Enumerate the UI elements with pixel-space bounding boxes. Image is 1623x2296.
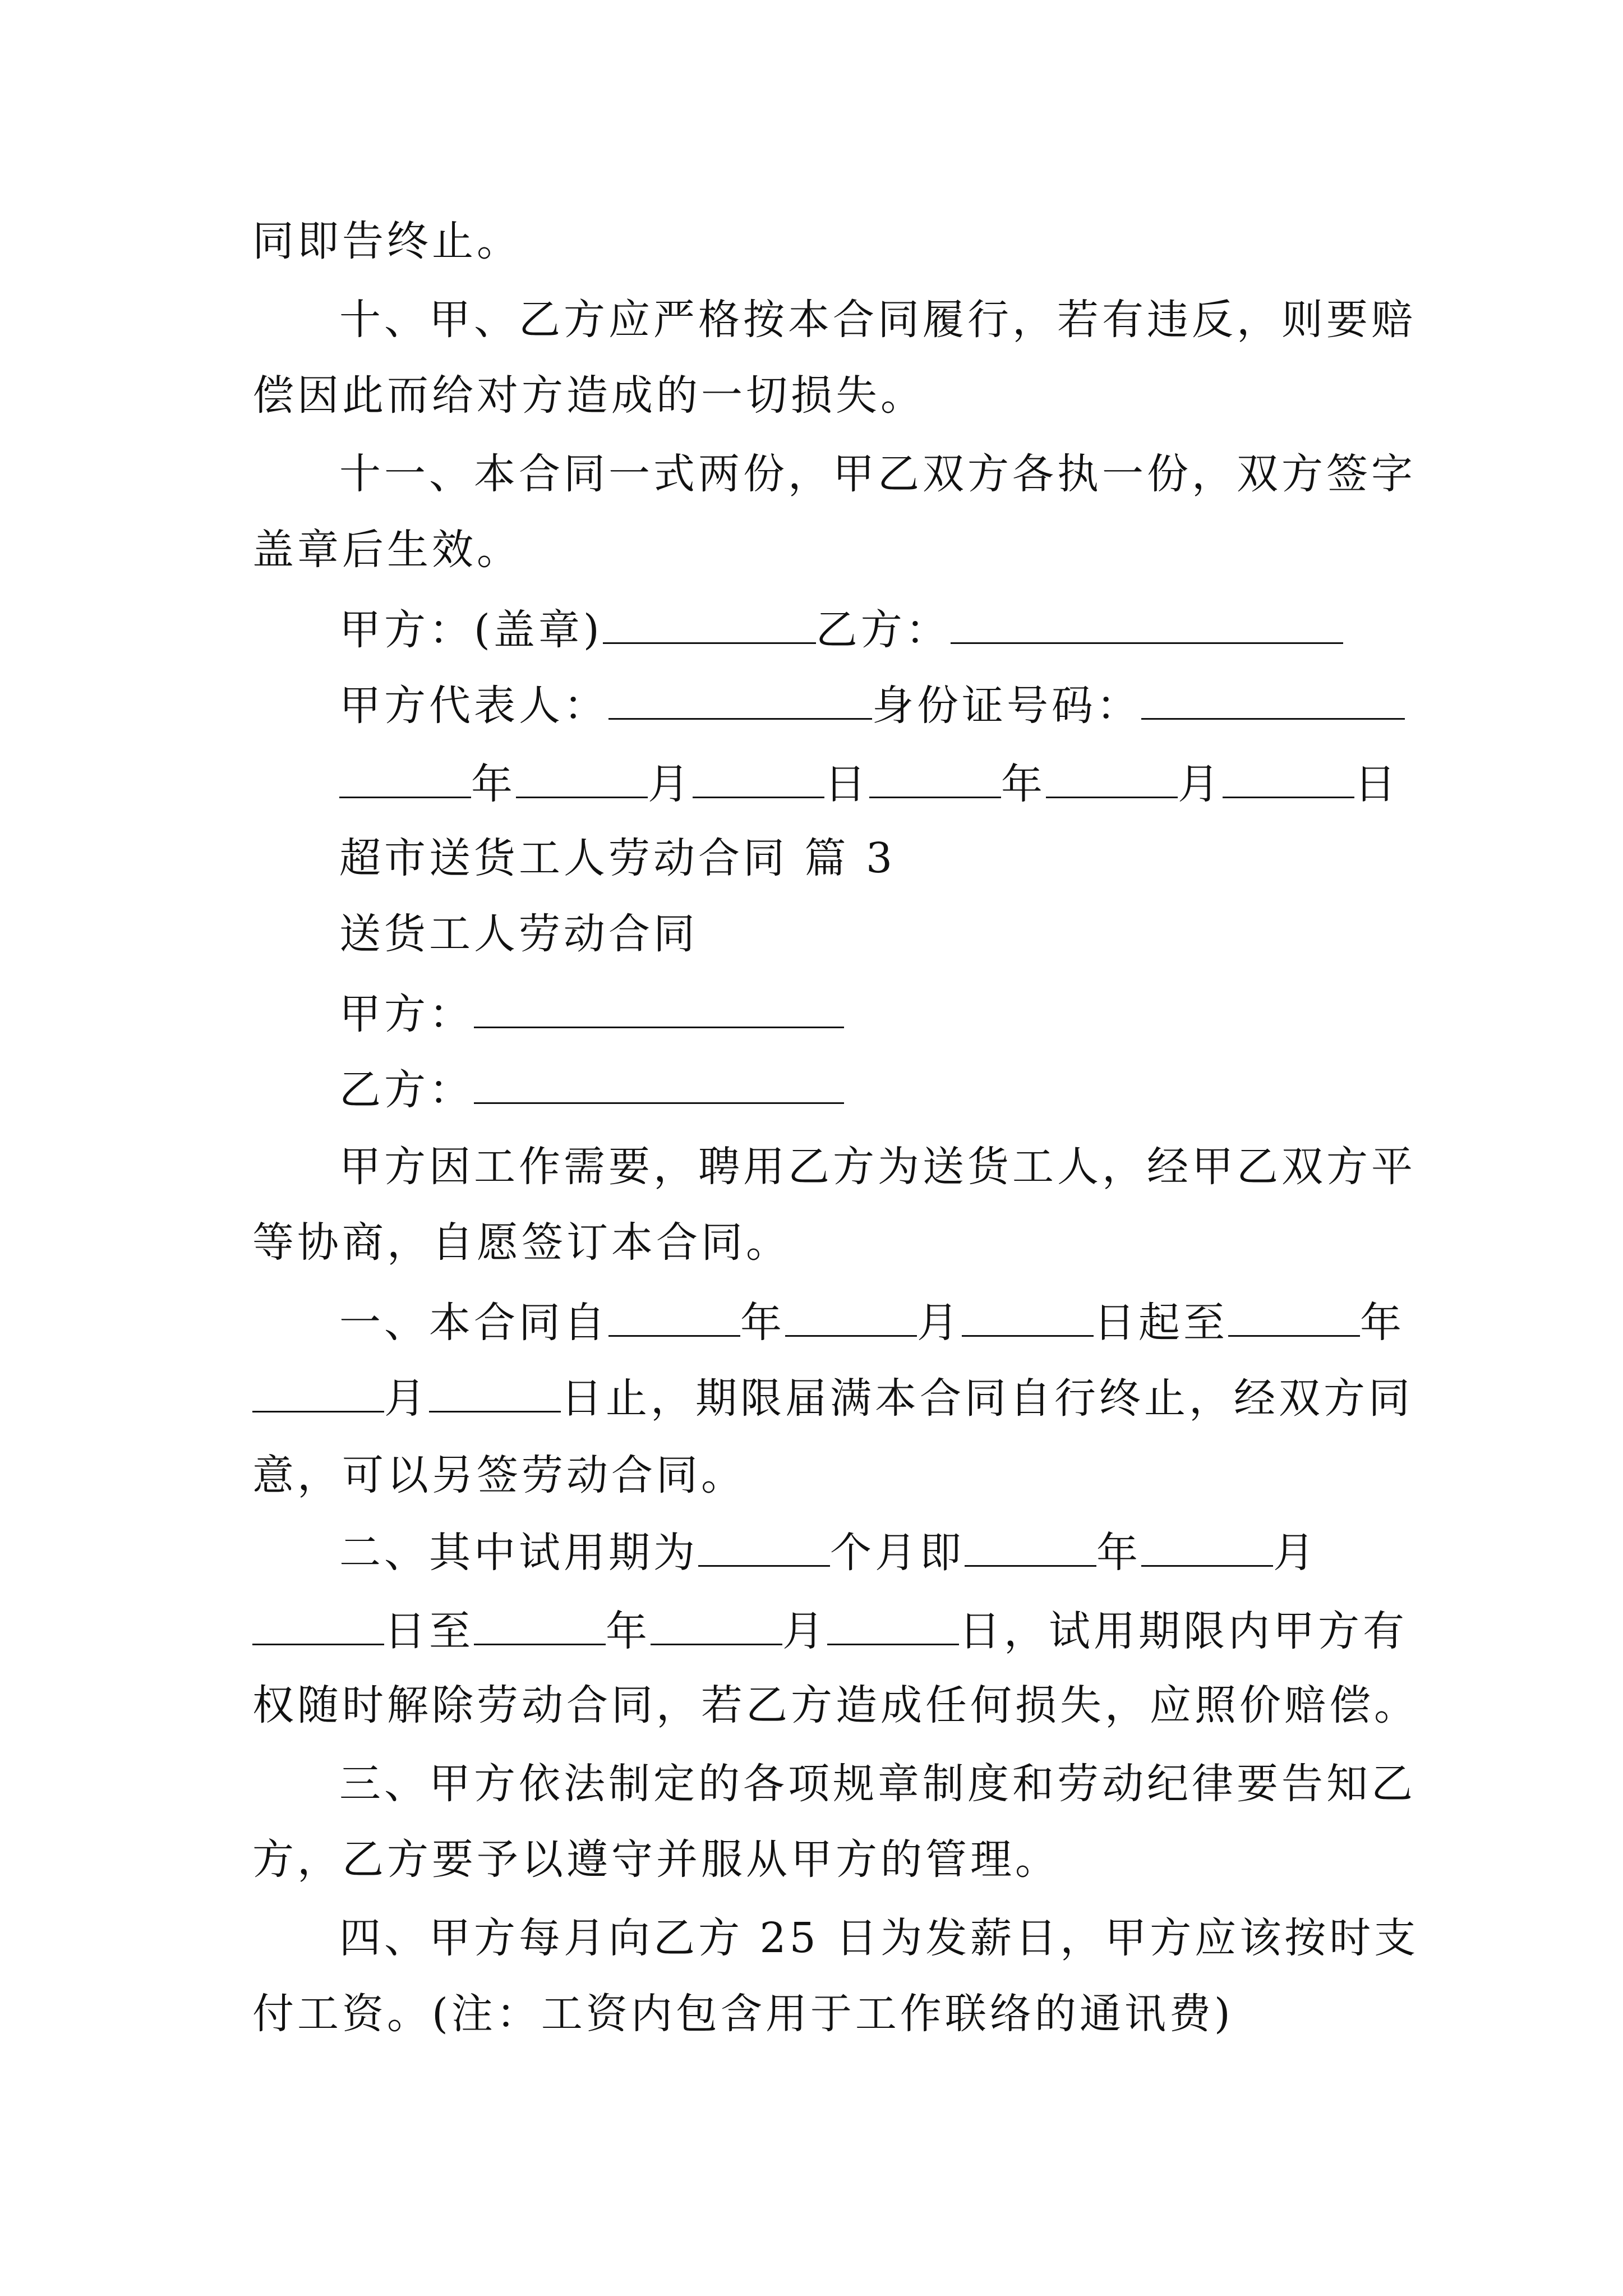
month-label-3: 月: [917, 1299, 962, 1347]
date-day-blank[interactable]: [693, 752, 824, 798]
clause-1-text-2: 日起至: [1094, 1299, 1228, 1347]
clause-2-line-3: 权随时解除劳动合同，若乙方造成任何损失，应照价赔偿。: [252, 1681, 1419, 1729]
probation-end-year-blank[interactable]: [474, 1599, 606, 1645]
party-a-seal-label: 甲方：(盖章): [339, 606, 603, 654]
probation-start-day-blank[interactable]: [252, 1599, 384, 1645]
year-label-5: 年: [1096, 1529, 1141, 1577]
party-a-label: 甲方：: [339, 990, 474, 1038]
start-day-blank[interactable]: [962, 1290, 1094, 1337]
end-month-blank[interactable]: [252, 1366, 384, 1412]
signature-line-parties: [339, 597, 1402, 661]
clause-10-line-1: 十、甲、乙方应严格按本合同履行，若有违反，则要赔: [339, 296, 1416, 344]
signature-line-representative: [339, 673, 1402, 737]
clause-1-line-1: [339, 1290, 1405, 1354]
month-label-2: 月: [1178, 760, 1223, 808]
month-label-6: 月: [782, 1607, 827, 1655]
party-b-label: 乙方：: [815, 606, 951, 654]
party-a-blank[interactable]: [474, 982, 844, 1028]
year-label-4: 年: [1360, 1299, 1405, 1347]
start-month-blank[interactable]: [785, 1290, 917, 1337]
year-label-6: 年: [606, 1607, 651, 1655]
party-a-representative-blank[interactable]: [608, 673, 872, 720]
probation-start-month-blank[interactable]: [1141, 1520, 1273, 1567]
section-heading: 超市送货工人劳动合同 篇 3: [339, 834, 896, 882]
party-a-representative-label: 甲方代表人：: [339, 682, 608, 730]
month-label-4: 月: [384, 1374, 429, 1423]
clause-2-text-2: 个月即: [830, 1529, 965, 1577]
clause-2-text-3: 日至: [384, 1607, 474, 1655]
clause-1-line-3: 意，可以另签劳动合同。: [252, 1451, 746, 1499]
clause-4-line-2: 付工资。(注：工资内包含用于工作联络的通讯费): [252, 1990, 1234, 2038]
probation-start-year-blank[interactable]: [965, 1520, 1096, 1567]
year-label: 年: [471, 760, 516, 808]
clause-1-text-3: 日止，期限届满本合同自行终止，经双方同: [561, 1374, 1413, 1423]
year-label-3: 年: [740, 1299, 785, 1347]
clause-3-line-1: 三、甲方依法制定的各项规章制度和劳动纪律要告知乙: [339, 1760, 1416, 1808]
clause-2-line-2: [252, 1599, 1408, 1662]
clause-11-line-1: 十一、本合同一式两份，甲乙双方各执一份，双方签字: [339, 450, 1416, 498]
date-month-blank[interactable]: [516, 752, 648, 798]
clause-1-text: 一、本合同自: [339, 1299, 608, 1347]
date-day-blank-2[interactable]: [1223, 752, 1354, 798]
clause-11-line-2: 盖章后生效。: [252, 526, 522, 574]
date-year-blank[interactable]: [339, 752, 471, 798]
probation-months-blank[interactable]: [698, 1520, 830, 1567]
clause-4-line-1: 四、甲方每月向乙方 25 日为发薪日，甲方应该按时支: [339, 1914, 1419, 1962]
day-label-2: 日: [1354, 760, 1399, 808]
clause-3-line-2: 方，乙方要予以遵守并服从甲方的管理。: [252, 1835, 1060, 1884]
id-number-label: 身份证号码：: [872, 682, 1141, 730]
start-year-blank[interactable]: [608, 1290, 740, 1337]
intro-line-2: 等协商，自愿签订本合同。: [252, 1218, 791, 1267]
clause-2-text: 二、其中试用期为: [339, 1529, 698, 1577]
clause-2-text-4: 日，试用期限内甲方有: [959, 1607, 1408, 1655]
date-month-blank-2[interactable]: [1046, 752, 1178, 798]
party-b-blank-2[interactable]: [474, 1057, 844, 1104]
probation-end-day-blank[interactable]: [827, 1599, 959, 1645]
party-b-label-2: 乙方：: [339, 1066, 474, 1114]
day-label: 日: [824, 760, 869, 808]
intro-line-1: 甲方因工作需要，聘用乙方为送货工人，经甲乙双方平: [339, 1143, 1416, 1191]
year-label-2: 年: [1001, 760, 1046, 808]
signature-date-line: [339, 752, 1402, 815]
contract-title: 送货工人劳动合同: [339, 910, 698, 958]
party-b-blank[interactable]: [951, 597, 1343, 644]
party-a-line: [339, 982, 1402, 1045]
clause-10-line-2: 偿因此而给对方造成的一切损失。: [252, 371, 925, 420]
id-number-blank[interactable]: [1141, 673, 1405, 720]
date-year-blank-2[interactable]: [869, 752, 1001, 798]
end-year-blank[interactable]: [1228, 1290, 1360, 1337]
clause-1-line-2: [252, 1366, 1413, 1429]
clause-2-line-1: [339, 1520, 1402, 1584]
month-label-5: 月: [1273, 1529, 1318, 1577]
text-line: 同即告终止。: [252, 217, 522, 265]
probation-end-month-blank[interactable]: [651, 1599, 782, 1645]
party-b-line: [339, 1057, 1402, 1121]
end-day-blank[interactable]: [429, 1366, 561, 1412]
party-a-seal-blank[interactable]: [603, 597, 816, 644]
month-label: 月: [648, 760, 693, 808]
